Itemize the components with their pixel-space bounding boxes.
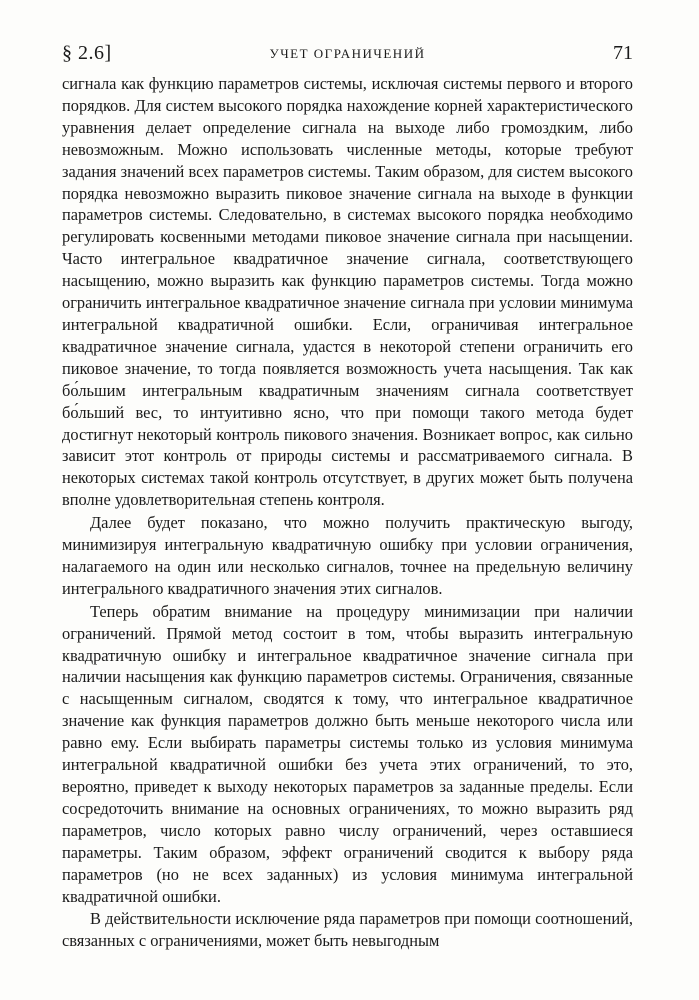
body-text xyxy=(62,73,633,952)
section-number: § 2.6] xyxy=(62,42,112,64)
paragraph-continues: В действительности исключение ряда параметров при помощи соотношений, связанных с ограничениями, может быть невыгодным xyxy=(62,909,633,951)
page-number: 71 xyxy=(613,42,633,64)
paragraph: Теперь обратим внимание на процедуру минимизации при наличии ограничений. Прямой метод состоит в том, чтобы выразить интегральную квадратичную ошибку и интегральное квадратичное значение сигнала при наличии насыщения как функцию параметров системы. Ограничения, связанные с насыщенным сигналом, сводятся к тому, что интегральное квадратичное значение как функция параметров должно быть меньше некоторого числа или равно ему. Если выбирать параметры системы только из условия минимума интегральной квадратичной ошибки без учета этих ограничений, то это, вероятно, приведет к выходу некоторых параметров за заданные пределы. Если сосредоточить внимание на основных ограничениях, то можно выразить ряд параметров, число которых равно числу ограничений, через оставшиеся параметры. Таким образом, эффект ограничений сводится к выбору ряда параметров (но не всех заданных) из условия минимума интегральной квадратичной ошибки. xyxy=(62,601,633,906)
paragraph-continued: сигнала как функцию параметров системы, исключая системы первого и второго порядков. Для систем высокого порядка нахождение корней характеристического уравнения делает определение сигнала на выходе либо громоздким, либо невозможным. Можно использовать численные методы, которые требуют задания значений всех параметров системы. Таким образом, для систем высокого порядка невозможно выразить пиковое значение сигнала на выходе в функции параметров системы. Следовательно, в системах высокого порядка необходимо регулировать косвенными методами пиковое значение сигнала при насыщении. Часто интегральное квадратичное значение сигнала, соответствующего насыщению, можно выразить как функцию параметров системы. Тогда можно ограничить интегральное квадратичное значение сигнала при условии минимума интегральной квадратичной ошибки. Если, ограничивая интегральное квадратичное значение сигнала, удастся в некоторой степени ограничить его пиковое значение, то тогда появляется возможность учета насыщения. Так как бо́льшим интегральным квадратичным значениям сигнала соответствует бо́льший вес, то интуитивно ясно, что при помощи такого метода будет достигнут некоторый контроль пикового значения. Возникает вопрос, как сильно зависит этот контроль от природы системы и рассматриваемого сигнала. В некоторых системах такой контроль отсутствует, в других может быть получена вполне удовлетворительная степень контроля. xyxy=(62,74,633,510)
running-title: УЧЕТ ОГРАНИЧЕНИЙ xyxy=(269,46,426,61)
paragraph: Далее будет показано, что можно получить практическую выгоду, минимизируя интегральную квадратичную ошибку при условии ограничения, налагаемого на один или несколько сигналов, точнее на предельную величину интегрального квадратичного значения этих сигналов. xyxy=(62,513,633,598)
running-head xyxy=(62,42,633,70)
